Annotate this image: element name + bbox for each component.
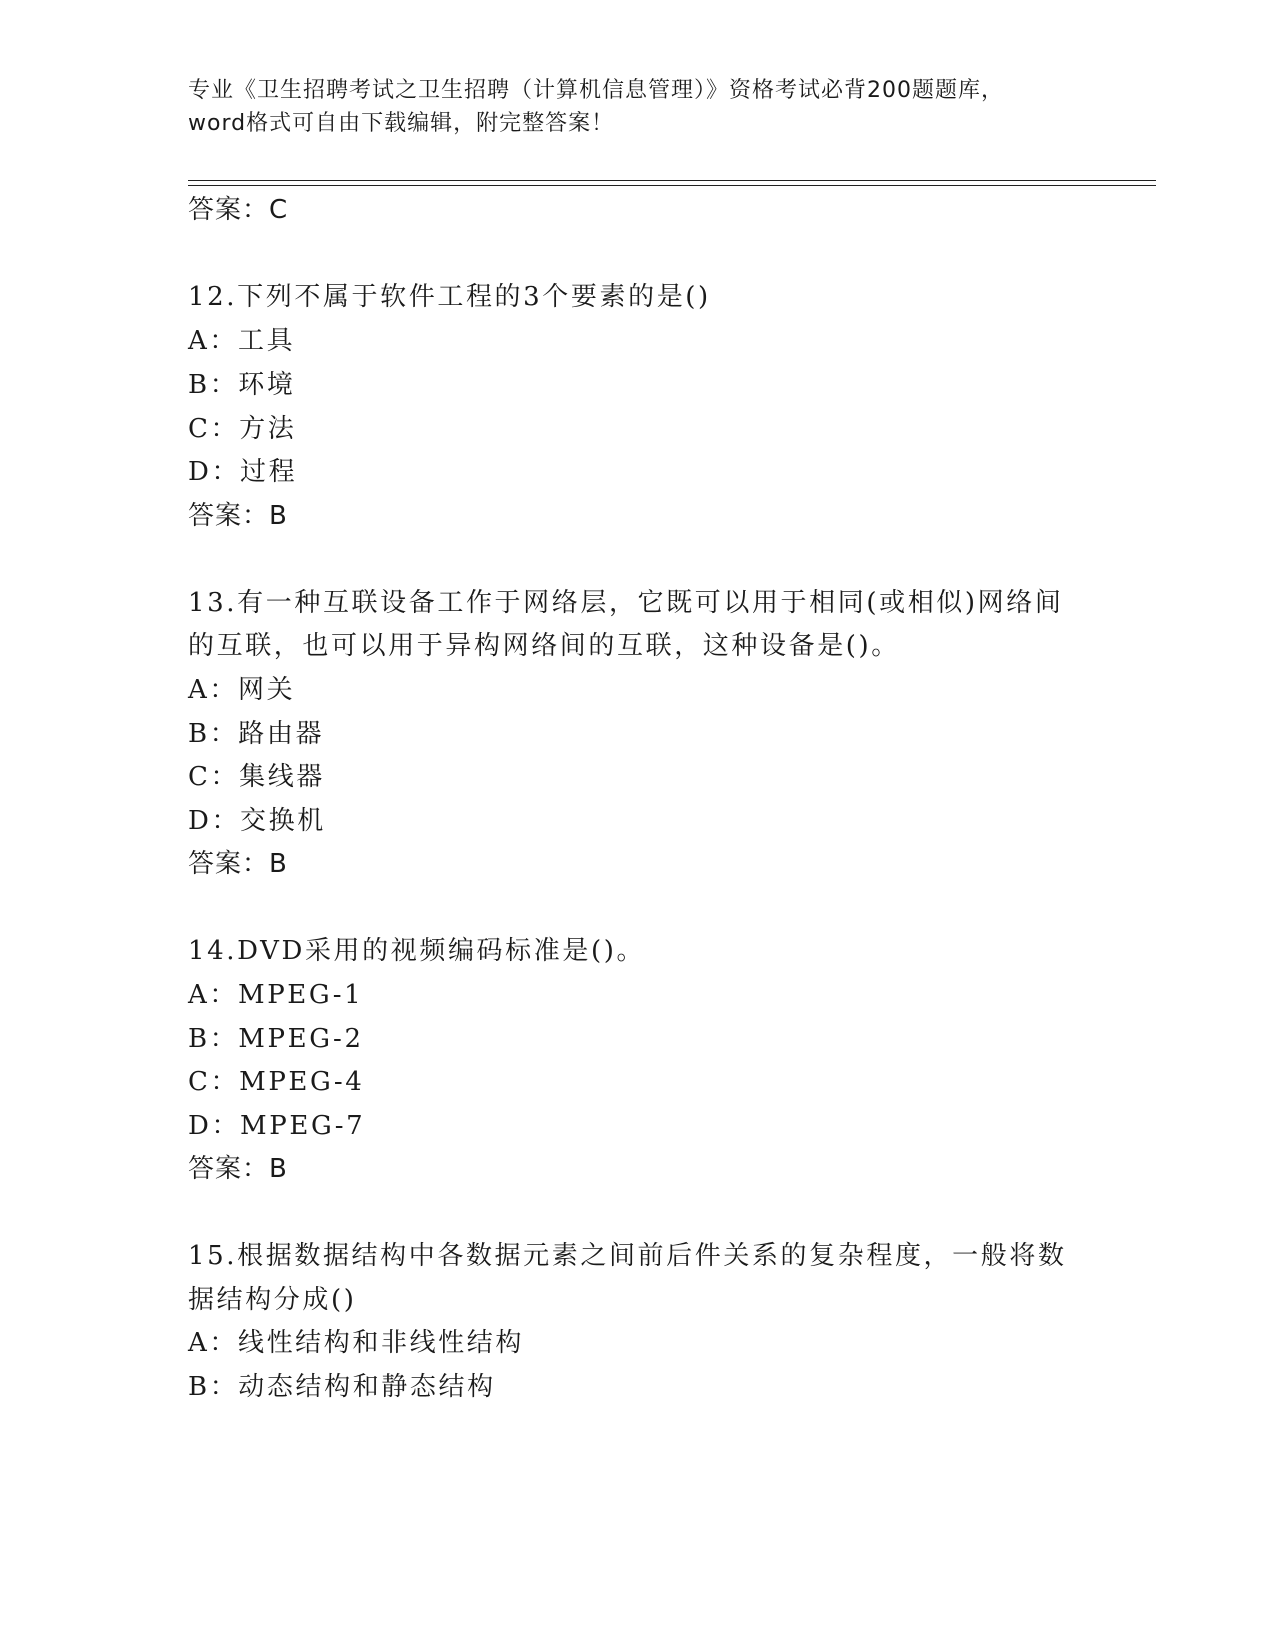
question-stem-continued: 的互联，也可以用于异构网络间的互联，这种设备是()。	[188, 631, 900, 661]
header-divider-bottom	[188, 185, 1156, 186]
option-d: D：MPEG-7	[188, 1111, 366, 1141]
option-d: D：过程	[188, 457, 298, 487]
option-b: B：动态结构和静态结构	[188, 1372, 496, 1402]
header-divider-top	[188, 180, 1156, 181]
question-stem: 12.下列不属于软件工程的3个要素的是()	[188, 282, 711, 312]
question-stem: 15.根据数据结构中各数据元素之间前后件关系的复杂程度，一般将数	[188, 1241, 1067, 1271]
answer-line: 答案：C	[188, 195, 289, 225]
document-header	[188, 74, 1088, 140]
option-a: A：网关	[188, 675, 296, 705]
question-stem: 13.有一种互联设备工作于网络层，它既可以用于相同(或相似)网络间	[188, 588, 1064, 618]
answer-line: 答案：B	[188, 501, 288, 531]
option-a: A：MPEG-1	[188, 980, 364, 1010]
option-c: C：方法	[188, 414, 297, 444]
question-stem: 14.DVD采用的视频编码标准是()。	[188, 936, 646, 966]
option-d: D：交换机	[188, 806, 326, 836]
option-b: B：MPEG-2	[188, 1024, 364, 1054]
header-line-1: 专业《卫生招聘考试之卫生招聘（计算机信息管理）》资格考试必背200题题库，	[188, 78, 1004, 103]
question-stem-continued: 据结构分成()	[188, 1285, 357, 1315]
option-a: A：工具	[188, 326, 296, 356]
answer-line: 答案：B	[188, 849, 288, 879]
option-a: A：线性结构和非线性结构	[188, 1328, 524, 1358]
answer-line: 答案：B	[188, 1154, 288, 1184]
header-line-2: word格式可自由下载编辑，附完整答案！	[188, 111, 615, 136]
option-b: B：环境	[188, 370, 296, 400]
option-c: C：MPEG-4	[188, 1067, 365, 1097]
option-c: C：集线器	[188, 762, 325, 792]
option-b: B：路由器	[188, 719, 325, 749]
